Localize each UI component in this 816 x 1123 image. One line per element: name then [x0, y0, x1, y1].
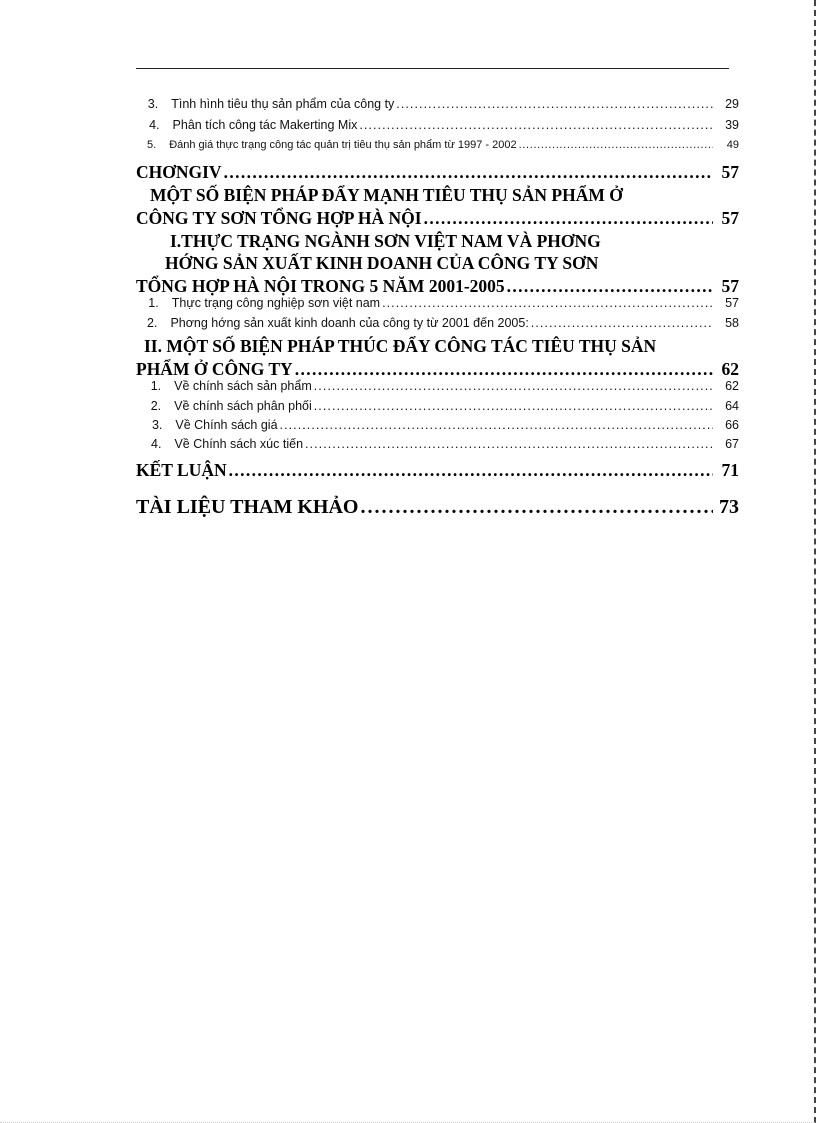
toc-item-page: 67 [725, 437, 739, 451]
toc-section-page: 62 [721, 359, 739, 379]
toc-item-label: Về chính sách phân phối [174, 399, 312, 413]
toc-chapter[interactable] [136, 162, 739, 183]
toc-item-label: Phân tích công tác Makerting Mix [172, 118, 358, 132]
toc-chapter-page: 57 [721, 162, 739, 182]
toc-references-page: 73 [719, 496, 739, 518]
section-title-line: HỚNG SẢN XUẤT KINH DOANH CỦA CÔNG TY SƠN [165, 253, 599, 273]
toc-item-label: Đánh giá thực trạng công tác quản trị tiêu thụ sản phẩm từ 1997 - 2002 [169, 139, 517, 151]
toc-item[interactable]: 2. Phơng hớng sản xuất kinh doanh của công ty từ 2001 đến 2005: . . . 58 [136, 316, 739, 330]
chapter-title-line: MỘT SỐ BIỆN PHÁP ĐẨY MẠNH TIÊU THỤ SẢN PHẨM Ở [150, 185, 623, 205]
toc-item[interactable]: 5. Đánh giá thực trạng công tác quản trị tiêu thụ sản phẩm từ 1997 - 2002 . . . 49 [136, 139, 739, 151]
toc-item[interactable]: 2. Về chính sách phân phối . . . 64 [136, 399, 739, 413]
toc-item-page: 39 [725, 118, 739, 132]
toc-conclusion[interactable]: KẾT LUẬN . . . 71 [136, 460, 739, 481]
toc-item-label: Về chính sách sản phẩm [174, 379, 312, 393]
toc-item-label: Tình hình tiêu thụ sản phẩm của công ty [171, 97, 395, 111]
toc-item-label: Thực trạng công nghiệp sơn việt nam [171, 296, 381, 310]
header-rule [136, 68, 729, 69]
toc-chapter-label: CHƠNGIV [136, 162, 222, 182]
toc-section[interactable]: PHẨM Ở CÔNG TY . . . 62 [136, 359, 739, 380]
toc-item[interactable]: 1. Về chính sách sản phẩm . . . 62 [136, 379, 739, 393]
toc-item[interactable]: 3. Tình hình tiêu thụ sản phẩm của công ty . . . 29 [136, 97, 739, 111]
toc-item-page: 64 [725, 399, 739, 413]
toc-item[interactable]: 4. Phân tích công tác Makerting Mix . . . 39 [136, 118, 739, 132]
toc-item[interactable]: 3. Về Chính sách giá . . . 66 [136, 418, 739, 432]
toc-chapter-title[interactable]: CÔNG TY SƠN TỔNG HỢP HÀ NỘI . . . 57 [136, 208, 739, 229]
toc-item-page: 49 [726, 139, 739, 151]
toc-item[interactable]: 1. Thực trạng công nghiệp sơn việt nam . . . 57 [136, 296, 739, 310]
section-title-line: II. MỘT SỐ BIỆN PHÁP THÚC ĐẨY CÔNG TÁC TIÊU THỤ SẢN [144, 336, 657, 356]
toc-item-label: Phơng hớng sản xuất kinh doanh của công ty từ 2001 đến 2005: [170, 316, 529, 330]
toc-item-page: 58 [725, 316, 739, 330]
toc-section-page: 57 [721, 276, 739, 296]
toc-item[interactable]: 4. Về Chính sách xúc tiến . . . 67 [136, 437, 739, 451]
toc-item-page: 66 [725, 418, 739, 432]
toc-item-label: Về Chính sách giá [175, 418, 278, 432]
toc-references[interactable]: TÀI LIỆU THAM KHẢO . . . 73 [136, 484, 739, 519]
toc-chapter-page: 57 [721, 208, 739, 228]
toc-section[interactable]: TỔNG HỢP HÀ NỘI TRONG 5 NĂM 2001-2005 . . . 57 [136, 276, 739, 297]
toc-conclusion-page: 71 [721, 460, 739, 480]
toc-item-page: 62 [725, 379, 739, 393]
toc-item-label: Về Chính sách xúc tiến [174, 437, 304, 451]
toc-item-page: 57 [725, 296, 739, 310]
section-title-line: I.THỰC TRẠNG NGÀNH SƠN VIỆT NAM VÀ PHƠNG [170, 231, 601, 251]
toc-item-page: 29 [725, 97, 739, 111]
